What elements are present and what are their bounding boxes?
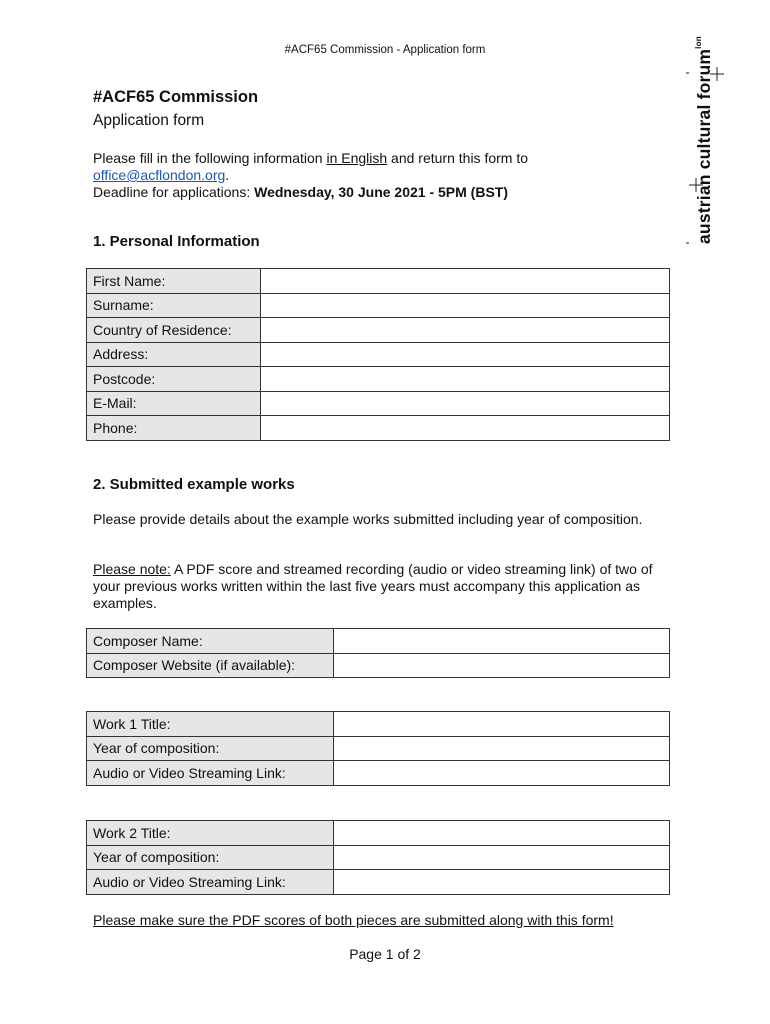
work1-field-label: Year of composition: — [87, 736, 334, 761]
personal-field-row — [87, 269, 670, 294]
personal-field-row — [87, 293, 670, 318]
intro-text: Please fill in the following information in English and return this form to office@acflondon.org. Deadline for applications: Wednesday, 30 June 2021 - 5PM (BST) — [93, 150, 529, 200]
work1-table — [86, 711, 670, 786]
composer-field-row — [87, 653, 670, 678]
running-header: #ACF65 Commission - Application form — [284, 44, 486, 56]
work2-table — [86, 820, 670, 895]
personal-field-row — [87, 416, 670, 441]
personal-field-label: E-Mail: — [87, 391, 261, 416]
work2-field-input-cell[interactable] — [334, 845, 670, 870]
work1-field-input-cell[interactable] — [334, 712, 670, 737]
composer-field-input-cell[interactable] — [334, 653, 670, 678]
personal-field-label: Address: — [87, 342, 261, 367]
work2-field-input-cell[interactable] — [334, 870, 670, 895]
section1-heading: 1. Personal Information — [93, 233, 260, 250]
personal-field-row — [87, 391, 670, 416]
email-link[interactable]: office@acflondon.org — [93, 167, 226, 183]
section2-description: Please provide details about the example works submitted including year of composition. — [93, 511, 643, 527]
personal-info-table — [86, 268, 670, 441]
personal-field-label: Phone: — [87, 416, 261, 441]
work2-field-label: Audio or Video Streaming Link: — [87, 870, 334, 895]
work2-field-row — [87, 821, 670, 846]
personal-field-label: Surname: — [87, 293, 261, 318]
personal-field-input-cell[interactable] — [261, 269, 670, 294]
personal-field-label: Country of Residence: — [87, 318, 261, 343]
page-title: #ACF65 Commission — [93, 88, 259, 106]
work2-field-label: Year of composition: — [87, 845, 334, 870]
personal-field-label: First Name: — [87, 269, 261, 294]
logo-wordmark: austrian cultural forum$^{lon}$ — [694, 36, 714, 244]
composer-field-label: Composer Website (if available): — [87, 653, 334, 678]
composer-field-label: Composer Name: — [87, 629, 334, 654]
page-number: Page 1 of 2 — [349, 946, 421, 962]
work2-field-label: Work 2 Title: — [87, 821, 334, 846]
personal-field-input-cell[interactable] — [261, 391, 670, 416]
work1-field-row — [87, 736, 670, 761]
page-subtitle: Application form — [93, 112, 205, 129]
work2-field-row — [87, 845, 670, 870]
work1-field-row — [87, 712, 670, 737]
personal-field-label: Postcode: — [87, 367, 261, 392]
work2-field-row — [87, 870, 670, 895]
section2-note: Please note: A PDF score and streamed recording (audio or video streaming link) of two of your previous works written within the last five years must accompany this application as examples. — [93, 561, 653, 611]
personal-field-input-cell[interactable] — [261, 318, 670, 343]
composer-field-input-cell[interactable] — [334, 629, 670, 654]
work1-field-label: Work 1 Title: — [87, 712, 334, 737]
deadline-value: Wednesday, 30 June 2021 - 5PM (BST) — [254, 184, 509, 200]
composer-table — [86, 628, 670, 678]
work1-field-label: Audio or Video Streaming Link: — [87, 761, 334, 786]
personal-field-input-cell[interactable] — [261, 416, 670, 441]
personal-field-input-cell[interactable] — [261, 293, 670, 318]
acf-logo — [686, 36, 726, 252]
work2-field-input-cell[interactable] — [334, 821, 670, 846]
personal-field-row — [87, 318, 670, 343]
personal-field-input-cell[interactable] — [261, 342, 670, 367]
section2-heading: 2. Submitted example works — [93, 476, 295, 493]
work1-field-input-cell[interactable] — [334, 761, 670, 786]
personal-field-row — [87, 367, 670, 392]
work1-field-row — [87, 761, 670, 786]
composer-field-row — [87, 629, 670, 654]
personal-field-input-cell[interactable] — [261, 367, 670, 392]
work1-field-input-cell[interactable] — [334, 736, 670, 761]
personal-field-row — [87, 342, 670, 367]
final-note: Please make sure the PDF scores of both pieces are submitted along with this form! — [93, 912, 614, 928]
